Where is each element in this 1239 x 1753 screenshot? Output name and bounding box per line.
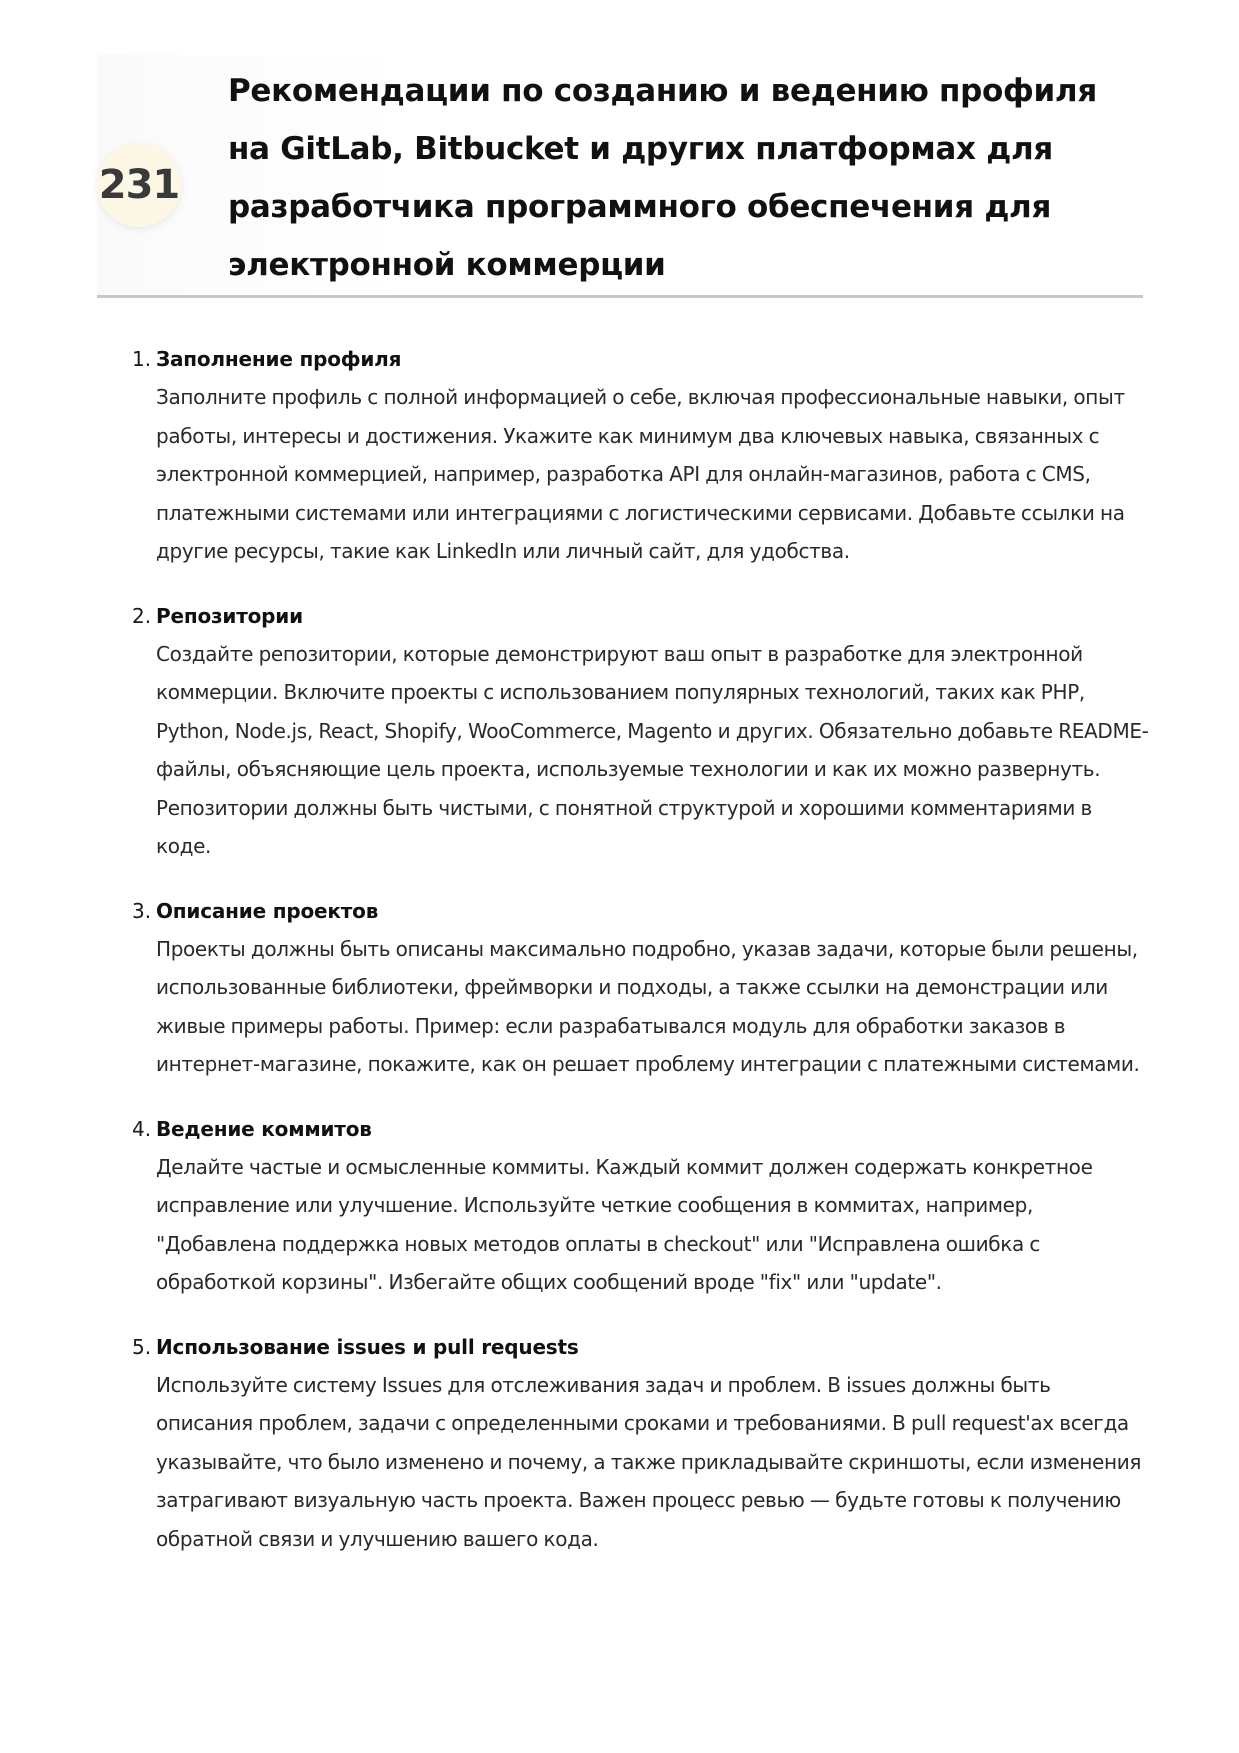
section-number-badge: 231 [97, 143, 181, 227]
list-item [120, 597, 1150, 866]
item-text: Проекты должны быть описаны максимально подробно, указав задачи, которые были решены, использованные библиотеки, фреймворки и подходы, а также ссылки на демонстрации или живые примеры работы. Пример: если разрабатывался модуль для обработки заказов в интернет-магазине, покажите, как он решает проблему интеграции с платежными системами. [156, 936, 1140, 1076]
list-item [120, 1328, 1150, 1559]
item-text: Заполните профиль с полной информацией о себе, включая профессиональные навыки, опыт работы, интересы и достижения. Укажите как минимум два ключевых навыка, связанных с электронной коммерцией, например, разработка API для онлайн-магазинов, работа с CMS, платежными системами или интеграциями с логистическими сервисами. Добавьте ссылки на другие ресурсы, такие как LinkedIn или личный сайт, для удобства. [156, 385, 1125, 563]
item-number: 1. [132, 347, 152, 371]
item-title: Заполнение профиля [156, 347, 402, 371]
list-item [120, 340, 1150, 571]
item-title: Использование issues и pull requests [156, 1334, 579, 1359]
item-title: Ведение коммитов [156, 1116, 372, 1141]
recommendations-list [120, 340, 1150, 1584]
item-number: 3. [132, 898, 152, 923]
list-item [120, 892, 1150, 1084]
item-text: Создайте репозитории, которые демонстрируют ваш опыт в разработке для электронной коммерции. Включите проекты с использованием популярных технологий, таких как PHP, Python, Node.js, React, Shopify, WooCommerce, Magento и других. Обязательно добавьте README-файлы, объясняющие цель проекта, используемые технологии и как их можно развернуть. Репозитории должны быть чистыми, с понятной структурой и хорошими комментариями в коде. [156, 641, 1149, 858]
item-text: Делайте частые и осмысленные коммиты. Каждый коммит должен содержать конкретное исправление или улучшение. Используйте четкие сообщения в коммитах, например, "Добавлена поддержка новых методов оплаты в checkout" или "Исправлена ошибка с обработкой корзины". Избегайте общих сообщений вроде "fix" или "update". [156, 1154, 1093, 1294]
item-text: Используйте систему Issues для отслеживания задач и проблем. В issues должны быть описания проблем, задачи с определенными сроками и требованиями. В pull request'ах всегда указывайте, что было изменено и почему, а также прикладывайте скриншоты, если изменения затрагивают визуальную часть проекта. Важен процесс ревью — будьте готовы к получению обратной связи и улучшению вашего кода. [156, 1372, 1142, 1551]
item-title: Репозитории [156, 603, 303, 628]
item-number: 2. [132, 603, 152, 628]
item-title: Описание проектов [156, 898, 379, 923]
document-title: Рекомендации по созданию и ведению профиля на GitLab, Bitbucket и других платформах для разработчика программного обеспечения для электронной коммерции [228, 73, 1097, 283]
item-number: 4. [132, 1116, 152, 1141]
list-item [120, 1110, 1150, 1302]
item-number: 5. [132, 1334, 152, 1359]
